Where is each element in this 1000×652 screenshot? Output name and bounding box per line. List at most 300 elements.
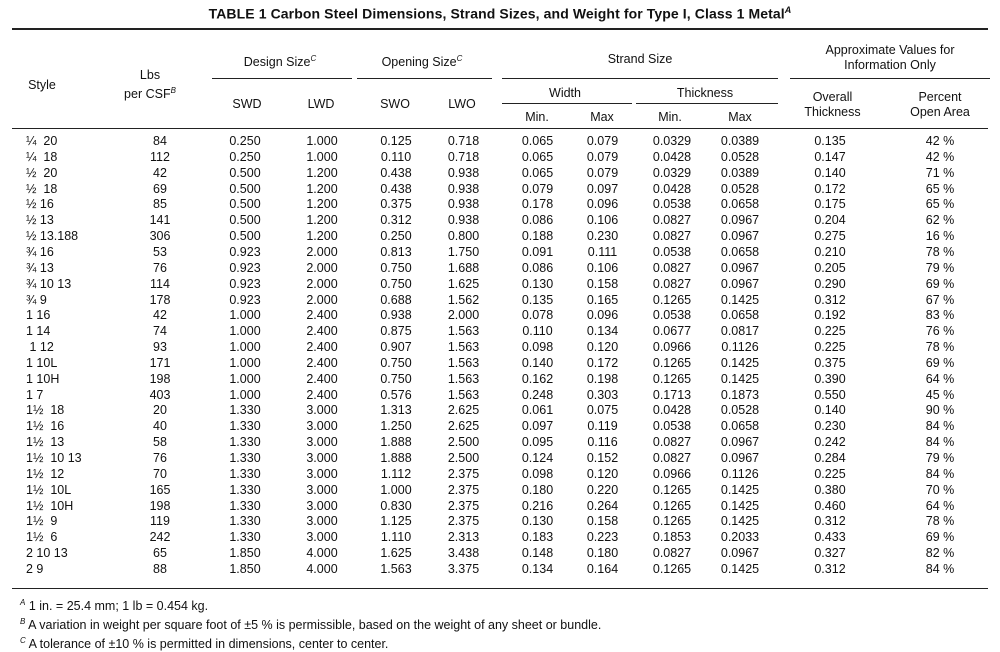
cell-lwd: 1.000 <box>306 134 338 148</box>
cell-percent-open-area: 82 % <box>925 546 955 561</box>
cell-lwd: 1.200 <box>306 213 338 228</box>
header-width-min: Min. <box>525 110 549 124</box>
cell-width-max: 0.079 <box>586 149 619 164</box>
cell-lwo: 1.750 <box>447 244 480 259</box>
cell-swd: 0.500 <box>229 213 261 228</box>
cell-swo: 1.250 <box>380 419 412 434</box>
cell-swd: 0.500 <box>229 165 261 180</box>
thickness-rule <box>636 103 778 104</box>
top-rule <box>12 28 988 30</box>
cell-percent-open-area: 79 % <box>925 260 955 275</box>
cell-lwo: 3.375 <box>447 561 480 576</box>
cell-lwo: 2.625 <box>447 403 480 418</box>
cell-swo: 1.888 <box>380 435 412 450</box>
cell-overall-thickness: 0.147 <box>814 149 846 164</box>
table-title: TABLE 1 Carbon Steel Dimensions, Strand Sizes, and Weight for Type I, Class 1 Metal$^A$ <box>208 5 792 22</box>
cell-percent-open-area: 64 % <box>925 498 955 513</box>
cell-lwo: 1.688 <box>447 260 480 275</box>
header-lwo: LWO <box>448 97 476 111</box>
cell-swo: 1.000 <box>380 482 412 497</box>
cell-swd: 0.923 <box>229 244 261 259</box>
cell-width-min: 0.140 <box>521 355 554 370</box>
cell-thickness-min: 0.0827 <box>652 451 692 465</box>
cell-style: 2 10 13 <box>26 546 68 561</box>
cell-swd: 1.330 <box>229 530 261 545</box>
cell-style: 1½ 10 13 <box>26 451 82 465</box>
cell-width-min: 0.065 <box>521 149 554 164</box>
header-thickness: Thickness <box>676 86 734 100</box>
cell-style: 2 9 <box>26 561 44 576</box>
cell-width-min: 0.079 <box>521 181 554 196</box>
cell-width-max: 0.106 <box>586 260 619 275</box>
cell-width-min: 0.130 <box>521 276 554 291</box>
cell-lwo: 1.562 <box>447 292 480 307</box>
cell-style: 1½ 16 <box>26 419 65 434</box>
cell-lwo: 0.938 <box>447 213 480 228</box>
cell-width-max: 0.075 <box>586 403 619 418</box>
cell-width-min: 0.061 <box>521 403 554 418</box>
header-width-max: Max <box>590 110 614 124</box>
cell-thickness-max: 0.0528 <box>720 149 760 164</box>
cell-lbs-per-csf: 42 <box>153 308 167 323</box>
cell-lwd: 3.000 <box>306 403 338 418</box>
cell-width-max: 0.120 <box>586 340 619 355</box>
table-row <box>0 150 1000 166</box>
cell-thickness-max: 0.0658 <box>720 308 760 323</box>
cell-lbs-per-csf: 114 <box>150 276 170 291</box>
cell-width-min: 0.086 <box>521 260 554 275</box>
cell-lwo: 0.718 <box>447 149 480 164</box>
table-row <box>0 546 1000 562</box>
cell-overall-thickness: 0.140 <box>814 403 846 418</box>
table-row <box>0 356 1000 372</box>
cell-width-max: 0.111 <box>587 244 618 259</box>
cell-thickness-max: 0.2033 <box>720 530 760 545</box>
table-row <box>0 388 1000 404</box>
cell-thickness-max: 0.0967 <box>720 213 760 228</box>
cell-thickness-min: 0.0538 <box>652 197 692 212</box>
cell-lwo: 1.625 <box>447 276 480 291</box>
cell-thickness-min: 0.0827 <box>652 229 692 244</box>
table-row <box>0 166 1000 182</box>
cell-thickness-min: 0.1853 <box>652 530 692 545</box>
cell-style: 1 10H <box>26 371 60 386</box>
header-strand-size: Strand Size <box>607 52 673 66</box>
cell-overall-thickness: 0.460 <box>814 498 846 513</box>
cell-width-max: 0.223 <box>586 530 619 545</box>
cell-swd: 1.330 <box>229 435 261 450</box>
cell-lbs-per-csf: 198 <box>149 498 171 513</box>
cell-overall-thickness: 0.433 <box>814 530 846 545</box>
cell-lwo: 2.313 <box>447 530 480 545</box>
cell-thickness-max: 0.1425 <box>720 498 760 513</box>
table-row <box>0 197 1000 213</box>
cell-style: 1 12 <box>26 340 54 355</box>
cell-overall-thickness: 0.225 <box>814 340 846 355</box>
cell-style: 1½ 9 <box>26 514 58 529</box>
cell-lwd: 3.000 <box>306 530 338 545</box>
width-rule <box>502 103 632 104</box>
cell-thickness-min: 0.1713 <box>652 387 692 402</box>
cell-lwo: 0.938 <box>447 197 480 212</box>
cell-width-min: 0.095 <box>521 435 554 450</box>
cell-lwd: 4.000 <box>306 546 338 561</box>
cell-overall-thickness: 0.225 <box>814 324 846 339</box>
cell-lbs-per-csf: 42 <box>153 165 167 180</box>
cell-width-max: 0.220 <box>586 482 619 497</box>
cell-overall-thickness: 0.327 <box>814 546 846 561</box>
cell-style: ½ 16 <box>26 197 54 212</box>
cell-overall-thickness: 0.172 <box>814 181 846 196</box>
cell-lbs-per-csf: 403 <box>149 387 171 402</box>
cell-thickness-min: 0.0966 <box>652 466 692 481</box>
cell-thickness-max: 0.0658 <box>720 244 760 259</box>
cell-overall-thickness: 0.192 <box>814 308 846 323</box>
cell-thickness-max: 0.0967 <box>720 546 760 561</box>
cell-swd: 0.923 <box>229 292 261 307</box>
header-thickness-min: Min. <box>658 110 682 124</box>
cell-overall-thickness: 0.242 <box>814 435 846 450</box>
cell-swo: 1.125 <box>380 514 412 529</box>
cell-style: 1 16 <box>26 308 51 323</box>
cell-swd: 1.000 <box>229 387 261 402</box>
cell-lwo: 2.375 <box>447 482 480 497</box>
cell-width-min: 0.098 <box>521 466 554 481</box>
cell-lwo: 2.000 <box>447 308 480 323</box>
cell-width-min: 0.124 <box>521 451 554 465</box>
cell-overall-thickness: 0.550 <box>814 387 846 402</box>
cell-lwd: 1.200 <box>306 229 338 244</box>
cell-width-min: 0.180 <box>521 482 554 497</box>
cell-swd: 1.000 <box>229 355 261 370</box>
cell-swd: 0.500 <box>229 229 261 244</box>
table-row <box>0 435 1000 451</box>
cell-thickness-max: 0.1873 <box>720 387 760 402</box>
cell-width-max: 0.116 <box>587 435 618 450</box>
cell-style: 1 14 <box>26 324 51 339</box>
cell-thickness-max: 0.0967 <box>720 229 760 244</box>
cell-lbs-per-csf: 76 <box>153 451 167 465</box>
cell-lwd: 3.000 <box>306 435 338 450</box>
cell-lwd: 2.400 <box>306 308 338 323</box>
cell-width-max: 0.303 <box>586 387 619 402</box>
cell-lbs-per-csf: 171 <box>149 355 171 370</box>
cell-lwd: 2.000 <box>306 276 338 291</box>
cell-swo: 0.830 <box>380 498 412 513</box>
cell-overall-thickness: 0.210 <box>814 244 846 259</box>
cell-overall-thickness: 0.225 <box>814 466 846 481</box>
cell-thickness-min: 0.0329 <box>652 165 692 180</box>
cell-style: 1½ 18 <box>26 403 65 418</box>
cell-lwo: 1.563 <box>447 340 480 355</box>
cell-style: 1½ 12 <box>26 466 65 481</box>
header-approx: Approximate Values for Information Only <box>825 43 955 72</box>
cell-overall-thickness: 0.230 <box>814 419 846 434</box>
cell-swo: 0.375 <box>380 197 412 212</box>
cell-width-max: 0.134 <box>586 324 619 339</box>
cell-lwo: 3.438 <box>447 546 480 561</box>
cell-swo: 0.688 <box>380 292 412 307</box>
cell-lwo: 2.500 <box>447 451 480 465</box>
strand-rule <box>502 78 778 79</box>
cell-width-max: 0.230 <box>586 229 619 244</box>
cell-style: 1½ 13 <box>26 435 65 450</box>
cell-percent-open-area: 84 % <box>925 466 955 481</box>
cell-style: 1 10L <box>26 355 58 370</box>
cell-width-max: 0.180 <box>586 546 619 561</box>
cell-width-min: 0.162 <box>521 371 554 386</box>
cell-swo: 0.312 <box>380 213 412 228</box>
cell-swo: 1.625 <box>380 546 412 561</box>
cell-swd: 1.850 <box>229 546 261 561</box>
cell-swd: 1.850 <box>229 561 261 576</box>
cell-thickness-min: 0.1265 <box>652 482 692 497</box>
cell-lwd: 3.000 <box>306 498 338 513</box>
opening-rule <box>357 78 492 79</box>
cell-percent-open-area: 42 % <box>925 149 955 164</box>
cell-percent-open-area: 16 % <box>925 229 955 244</box>
header-percent-open-area: Percent Open Area <box>910 90 970 119</box>
cell-lbs-per-csf: 65 <box>153 546 167 561</box>
cell-thickness-max: 0.1425 <box>720 482 760 497</box>
cell-swd: 1.330 <box>229 419 261 434</box>
cell-lwo: 0.938 <box>447 165 480 180</box>
cell-lwo: 2.375 <box>447 466 480 481</box>
cell-width-max: 0.106 <box>586 213 619 228</box>
cell-lbs-per-csf: 58 <box>153 435 167 450</box>
cell-overall-thickness: 0.312 <box>814 561 846 576</box>
cell-width-max: 0.152 <box>586 451 619 465</box>
cell-width-max: 0.158 <box>586 276 619 291</box>
cell-swd: 1.000 <box>229 371 261 386</box>
cell-percent-open-area: 69 % <box>925 530 955 545</box>
header-overall-thickness: Overall Thickness <box>804 90 861 119</box>
cell-thickness-max: 0.1425 <box>720 292 760 307</box>
table-row <box>0 229 1000 245</box>
table-row <box>0 514 1000 530</box>
cell-overall-thickness: 0.380 <box>814 482 846 497</box>
cell-width-max: 0.158 <box>586 514 619 529</box>
cell-width-max: 0.079 <box>586 165 619 180</box>
cell-overall-thickness: 0.312 <box>814 292 846 307</box>
table-row <box>0 562 1000 578</box>
cell-overall-thickness: 0.375 <box>814 355 846 370</box>
cell-width-max: 0.119 <box>587 419 618 434</box>
cell-lbs-per-csf: 198 <box>149 371 171 386</box>
header-style: Style <box>28 78 56 92</box>
table-row <box>0 372 1000 388</box>
cell-thickness-min: 0.0827 <box>652 276 692 291</box>
cell-lwd: 2.400 <box>306 324 338 339</box>
table-bottom-rule <box>12 588 988 589</box>
cell-percent-open-area: 62 % <box>925 213 955 228</box>
approx-rule <box>790 78 990 79</box>
cell-width-max: 0.164 <box>586 561 619 576</box>
cell-lbs-per-csf: 306 <box>149 229 171 244</box>
cell-width-min: 0.148 <box>521 546 554 561</box>
cell-swd: 0.250 <box>229 149 261 164</box>
cell-percent-open-area: 79 % <box>925 451 955 465</box>
table-row <box>0 483 1000 499</box>
cell-percent-open-area: 45 % <box>925 387 955 402</box>
header-width: Width <box>549 86 581 100</box>
cell-thickness-max: 0.1126 <box>721 340 759 355</box>
cell-thickness-min: 0.1265 <box>652 561 692 576</box>
cell-swd: 0.500 <box>229 181 261 196</box>
cell-lwd: 3.000 <box>306 419 338 434</box>
cell-style: 1½ 6 <box>26 530 58 545</box>
cell-thickness-min: 0.0538 <box>652 308 692 323</box>
cell-thickness-min: 0.0329 <box>652 134 692 148</box>
cell-thickness-min: 0.1265 <box>652 498 692 513</box>
table-row <box>0 134 1000 150</box>
cell-thickness-min: 0.0966 <box>652 340 692 355</box>
cell-percent-open-area: 67 % <box>925 292 955 307</box>
cell-lbs-per-csf: 85 <box>153 197 167 212</box>
cell-percent-open-area: 78 % <box>925 340 955 355</box>
cell-overall-thickness: 0.140 <box>814 165 846 180</box>
cell-thickness-min: 0.1265 <box>652 371 692 386</box>
cell-width-min: 0.178 <box>521 197 554 212</box>
cell-lwd: 2.400 <box>306 371 338 386</box>
cell-width-max: 0.198 <box>586 371 619 386</box>
cell-width-min: 0.134 <box>521 561 554 576</box>
cell-percent-open-area: 84 % <box>925 561 955 576</box>
cell-lwo: 1.563 <box>447 324 480 339</box>
cell-thickness-max: 0.1425 <box>720 561 760 576</box>
cell-thickness-min: 0.0827 <box>652 213 692 228</box>
header-swd: SWD <box>232 97 262 111</box>
cell-style: ¼ 20 <box>26 134 58 148</box>
cell-swo: 0.875 <box>380 324 412 339</box>
cell-swd: 1.000 <box>229 308 261 323</box>
cell-swo: 0.938 <box>380 308 412 323</box>
cell-swo: 0.813 <box>380 244 412 259</box>
cell-percent-open-area: 84 % <box>925 435 955 450</box>
cell-width-max: 0.096 <box>586 197 619 212</box>
cell-lwd: 1.200 <box>306 181 338 196</box>
cell-width-min: 0.130 <box>521 514 554 529</box>
cell-swd: 0.923 <box>229 260 261 275</box>
cell-thickness-max: 0.1126 <box>721 466 759 481</box>
cell-lbs-per-csf: 40 <box>153 419 167 434</box>
cell-thickness-min: 0.0428 <box>652 181 692 196</box>
cell-swd: 1.330 <box>229 451 261 465</box>
cell-lbs-per-csf: 165 <box>149 482 171 497</box>
cell-width-min: 0.216 <box>521 498 554 513</box>
cell-percent-open-area: 76 % <box>925 324 955 339</box>
cell-style: ¾ 13 <box>26 260 54 275</box>
cell-percent-open-area: 78 % <box>925 244 955 259</box>
cell-percent-open-area: 65 % <box>925 181 955 196</box>
table-row <box>0 451 1000 467</box>
cell-lwd: 2.000 <box>306 292 338 307</box>
cell-width-max: 0.079 <box>586 134 619 148</box>
cell-lwd: 3.000 <box>306 451 338 465</box>
cell-width-min: 0.183 <box>521 530 554 545</box>
cell-lbs-per-csf: 76 <box>153 260 167 275</box>
table-row <box>0 308 1000 324</box>
cell-thickness-max: 0.0967 <box>720 276 760 291</box>
cell-width-min: 0.078 <box>521 308 554 323</box>
cell-thickness-min: 0.1265 <box>652 292 692 307</box>
cell-lwo: 2.375 <box>447 514 480 529</box>
cell-thickness-max: 0.0658 <box>720 197 760 212</box>
cell-thickness-max: 0.0817 <box>720 324 760 339</box>
cell-swo: 0.750 <box>380 371 412 386</box>
cell-swo: 0.438 <box>380 165 412 180</box>
cell-style: ¾ 9 <box>26 292 47 307</box>
cell-width-max: 0.264 <box>586 498 619 513</box>
cell-thickness-max: 0.0967 <box>720 435 760 450</box>
cell-lwo: 1.563 <box>447 387 480 402</box>
cell-overall-thickness: 0.135 <box>814 134 846 148</box>
cell-percent-open-area: 65 % <box>925 197 955 212</box>
cell-thickness-min: 0.0428 <box>652 149 692 164</box>
cell-thickness-max: 0.0528 <box>720 181 760 196</box>
cell-lwo: 0.718 <box>447 134 480 148</box>
cell-thickness-max: 0.1425 <box>720 371 760 386</box>
cell-percent-open-area: 42 % <box>925 134 955 148</box>
cell-percent-open-area: 64 % <box>925 371 955 386</box>
cell-thickness-max: 0.0967 <box>720 260 760 275</box>
table-row <box>0 182 1000 198</box>
cell-thickness-min: 0.1265 <box>652 514 692 529</box>
cell-width-min: 0.091 <box>521 244 554 259</box>
cell-swo: 0.250 <box>380 229 412 244</box>
cell-width-max: 0.097 <box>586 181 619 196</box>
cell-swo: 0.907 <box>380 340 412 355</box>
cell-lwd: 3.000 <box>306 514 338 529</box>
header-bottom-rule <box>12 128 988 129</box>
cell-thickness-min: 0.0677 <box>652 324 692 339</box>
cell-lwd: 1.200 <box>306 197 338 212</box>
cell-lbs-per-csf: 84 <box>153 134 167 148</box>
table-row <box>0 419 1000 435</box>
cell-width-max: 0.172 <box>586 355 619 370</box>
cell-style: 1½ 10L <box>26 482 72 497</box>
cell-width-max: 0.120 <box>586 466 619 481</box>
table-row <box>0 261 1000 277</box>
header-opening-size: Opening Size$^C$ <box>381 54 463 70</box>
cell-percent-open-area: 71 % <box>925 165 955 180</box>
table-row <box>0 467 1000 483</box>
cell-swo: 0.110 <box>380 149 412 164</box>
cell-style: ½ 20 <box>26 165 58 180</box>
cell-overall-thickness: 0.284 <box>814 451 846 465</box>
cell-style: ½ 18 <box>26 181 58 196</box>
header-thickness-max: Max <box>728 110 752 124</box>
cell-lwd: 1.000 <box>306 149 338 164</box>
cell-lbs-per-csf: 119 <box>150 514 170 529</box>
cell-lwo: 2.625 <box>447 419 480 434</box>
cell-swd: 1.330 <box>229 514 261 529</box>
cell-thickness-min: 0.1265 <box>652 355 692 370</box>
cell-swo: 1.888 <box>380 451 412 465</box>
cell-percent-open-area: 69 % <box>925 276 955 291</box>
cell-width-min: 0.065 <box>521 165 554 180</box>
cell-percent-open-area: 90 % <box>925 403 955 418</box>
footnote-b: $^B$ A variation in weight per square foot of ±5 % is permissible, based on the weight of any sheet or bundle. <box>20 617 602 633</box>
cell-lbs-per-csf: 70 <box>153 466 167 481</box>
cell-thickness-max: 0.0658 <box>720 419 760 434</box>
cell-swo: 0.750 <box>380 276 412 291</box>
cell-lwo: 2.375 <box>447 498 480 513</box>
cell-lwd: 2.400 <box>306 387 338 402</box>
cell-thickness-max: 0.0389 <box>720 134 760 148</box>
cell-width-min: 0.098 <box>521 340 554 355</box>
cell-lwo: 1.563 <box>447 371 480 386</box>
